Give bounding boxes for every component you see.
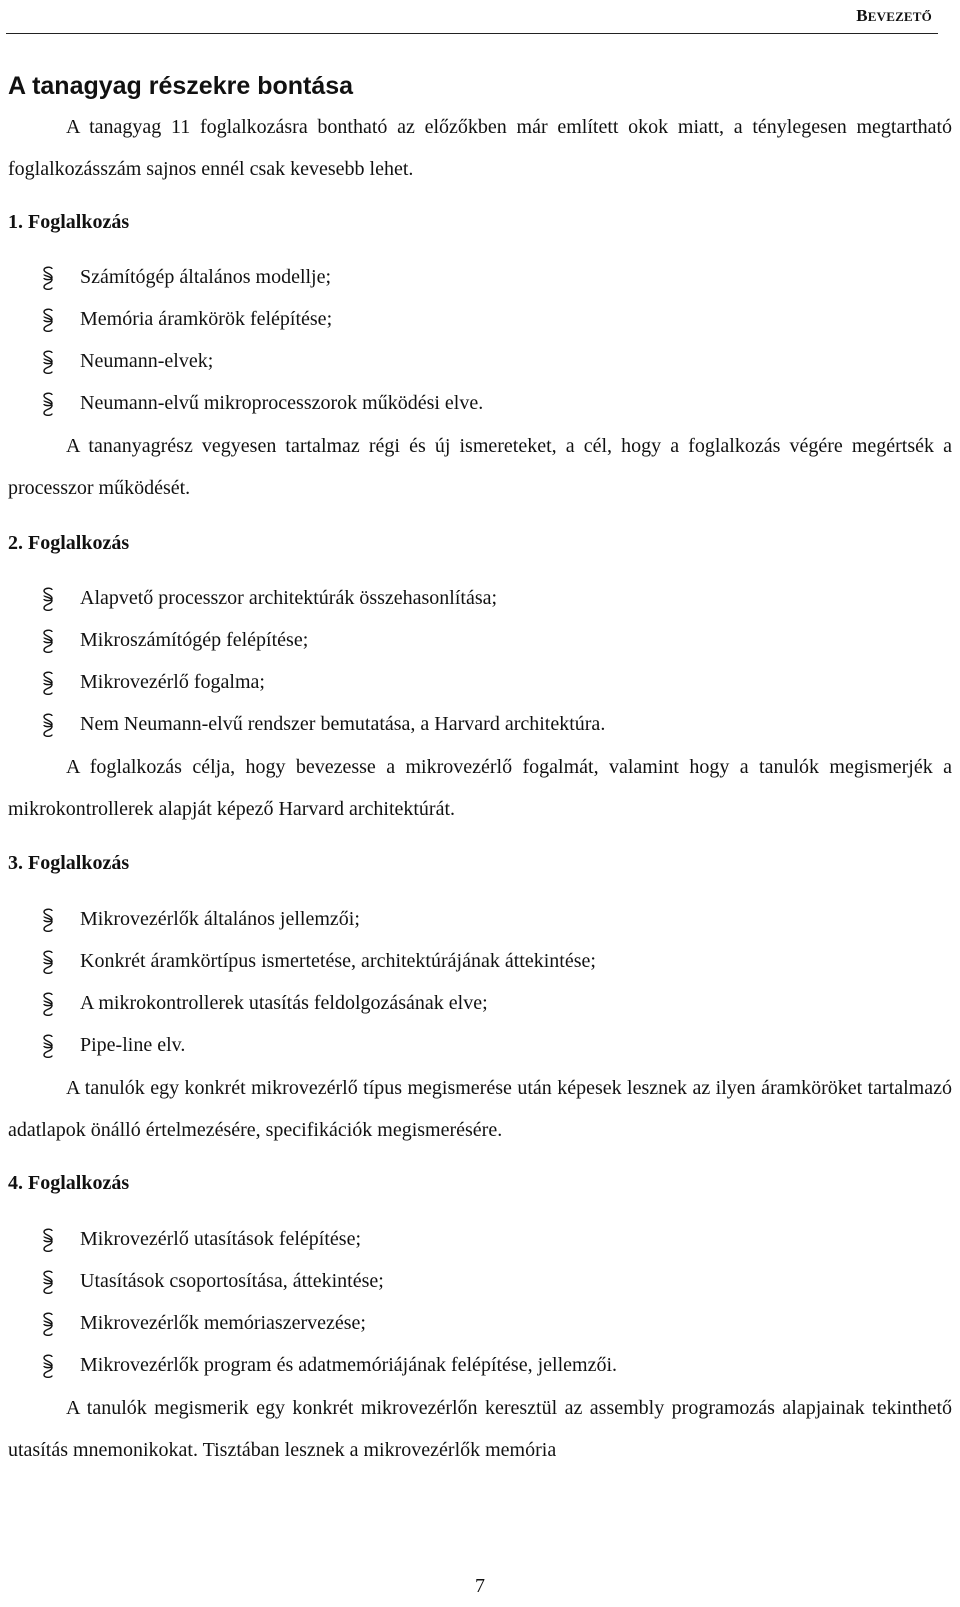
list-item-label: Számítógép általános modellje; (80, 266, 332, 288)
page-number: 7 (475, 1575, 485, 1597)
section-heading-2: 2. Foglalkozás (8, 532, 130, 554)
running-head-initial: B (856, 6, 868, 25)
running-head-rest: EVEZETŐ (867, 9, 932, 24)
section-sign-bullet-icon (40, 586, 56, 612)
section-sign-bullet-icon (40, 307, 56, 333)
section-sign-bullet-icon (40, 1033, 56, 1059)
section-summary-4: A tanulók megismerik egy konkrét mikrovezérlőn keresztül az assembly programozás alapjainak tekinthető utasítás mnemonikokat. Tisztában lesznek a mikrovezérlők memória (8, 1397, 952, 1461)
section-sign-bullet-icon (40, 1353, 56, 1379)
list-item-label: Pipe-line elv. (80, 1034, 186, 1056)
running-head (856, 6, 932, 26)
intro-paragraph: A tanagyag 11 foglalkozásra bontható az előzőkben már említett okok miatt, a ténylegesen megtartható foglalkozásszám sajnos ennél csak kevesebb lehet. (8, 116, 952, 180)
section-heading-1: 1. Foglalkozás (8, 211, 130, 233)
header-rule (6, 33, 938, 34)
section-sign-bullet-icon (40, 991, 56, 1017)
section-summary-1: A tananyagrész vegyesen tartalmaz régi és új ismereteket, a cél, hogy a foglalkozás végére megértsék a processzor működését. (8, 435, 952, 499)
section-sign-bullet-icon (40, 265, 56, 291)
section-sign-bullet-icon (40, 1269, 56, 1295)
list-item-label: Neumann-elvű mikroprocesszorok működési elve. (80, 392, 484, 414)
section-sign-bullet-icon (40, 1311, 56, 1337)
section-sign-bullet-icon (40, 1227, 56, 1253)
section-sign-bullet-icon (40, 949, 56, 975)
section-sign-bullet-icon (40, 670, 56, 696)
section-heading-4: 4. Foglalkozás (8, 1172, 130, 1194)
section-summary-3: A tanulók egy konkrét mikrovezérlő típus megismerése után képesek lesznek az ilyen áramköröket tartalmazó adatlapok önálló értelmezésére, specifikációk megismerésére. (8, 1077, 952, 1141)
list-item-label: Utasítások csoportosítása, áttekintése; (80, 1270, 384, 1292)
list-item-label: Alapvető processzor architektúrák összehasonlítása; (80, 587, 498, 609)
list-item-label: Neumann-elvek; (80, 350, 214, 372)
list-item-label: Memória áramkörök felépítése; (80, 308, 333, 330)
section-sign-bullet-icon (40, 349, 56, 375)
section-sign-bullet-icon (40, 712, 56, 738)
list-item-label: Mikroszámítógép felépítése; (80, 629, 309, 651)
section-sign-bullet-icon (40, 391, 56, 417)
list-item-label: Mikrovezérlők memóriaszervezése; (80, 1312, 366, 1334)
list-item-label: A mikrokontrollerek utasítás feldolgozásának elve; (80, 992, 488, 1014)
list-item-label: Mikrovezérlők program és adatmemóriájának felépítése, jellemzői. (80, 1354, 618, 1376)
list-item-label: Mikrovezérlő fogalma; (80, 671, 265, 693)
section-sign-bullet-icon (40, 907, 56, 933)
section-heading-3: 3. Foglalkozás (8, 852, 130, 874)
list-item-label: Nem Neumann-elvű rendszer bemutatása, a Harvard architektúra. (80, 713, 606, 735)
list-item-label: Konkrét áramkörtípus ismertetése, architektúrájának áttekintése; (80, 950, 596, 972)
section-sign-bullet-icon (40, 628, 56, 654)
page-title: A tanagyag részekre bontása (8, 72, 354, 100)
list-item-label: Mikrovezérlők általános jellemzői; (80, 908, 360, 930)
section-summary-2: A foglalkozás célja, hogy bevezesse a mikrovezérlő fogalmát, valamint hogy a tanulók megismerjék a mikrokontrollerek alapját képező Harvard architektúrát. (8, 756, 952, 820)
list-item-label: Mikrovezérlő utasítások felépítése; (80, 1228, 362, 1250)
